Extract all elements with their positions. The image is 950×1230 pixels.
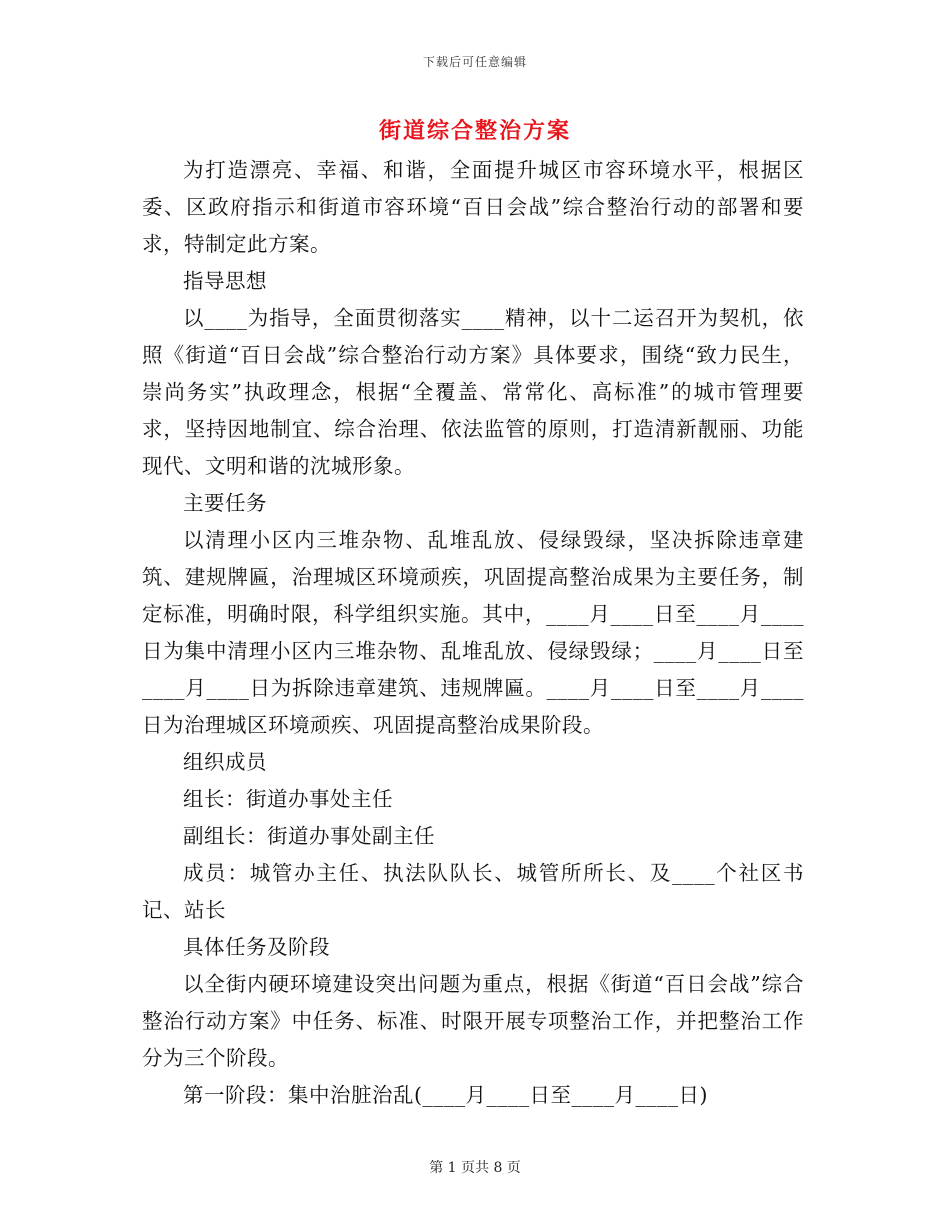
main-tasks-paragraph: 以清理小区内三堆杂物、乱堆乱放、侵绿毁绿，坚决拆除违章建筑、建规牌匾，治理城区环境顽疾，巩固提高整治成果为主要任务，制定标准，明确时限，科学组织实施。其中，____月____日至____月____日为集中清理小区内三堆杂物、乱堆乱放、侵绿毁绿；____月____日至____月____日为拆除违章建筑、违规牌匾。____月____日至____月____日为治理城区环境顽疾、巩固提高整治成果阶段。 [142, 528, 804, 737]
stage-one-line: 第一阶段：集中治脏治乱(____月____日至____月____日) [183, 1083, 708, 1107]
members-line: 成员：城管办主任、执法队队长、城管所所长、及____个社区书记、站长 [142, 861, 804, 922]
tasks-and-stages-paragraph: 以全街内硬环境建设突出问题为重点，根据《街道“百日会战”综合整治行动方案》中任务、标准、时限开展专项整治工作，并把整治工作分为三个阶段。 [142, 972, 804, 1070]
section-heading-main-tasks: 主要任务 [183, 491, 267, 515]
guiding-ideology-paragraph: 以____为指导，全面贯彻落实____精神，以十二运召开为契机，依照《街道“百日会战”综合整治行动方案》具体要求，围绕“致力民生，崇尚务实”执政理念，根据“全覆盖、常常化、高标准”的城市管理要求，坚持因地制宜、综合治理、依法监管的原则，打造清新靓丽、功能现代、文明和谐的沈城形象。 [142, 306, 804, 478]
section-heading-guiding-ideology: 指导思想 [183, 269, 267, 293]
document-body [142, 152, 804, 1114]
document-title: 街道综合整治方案 [378, 118, 571, 144]
deputy-leader-line: 副组长：街道办事处副主任 [183, 824, 435, 848]
page-number: 第 1 页共 8 页 [429, 1160, 521, 1176]
intro-paragraph: 为打造漂亮、幸福、和谐，全面提升城区市容环境水平，根据区委、区政府指示和街道市容环境“百日会战”综合整治行动的部署和要求，特制定此方案。 [142, 158, 804, 256]
section-heading-tasks-and-stages: 具体任务及阶段 [183, 935, 330, 959]
section-heading-organization: 组织成员 [183, 750, 267, 774]
team-leader-line: 组长：街道办事处主任 [183, 787, 393, 811]
page-header-note: 下载后可任意编辑 [422, 55, 527, 69]
